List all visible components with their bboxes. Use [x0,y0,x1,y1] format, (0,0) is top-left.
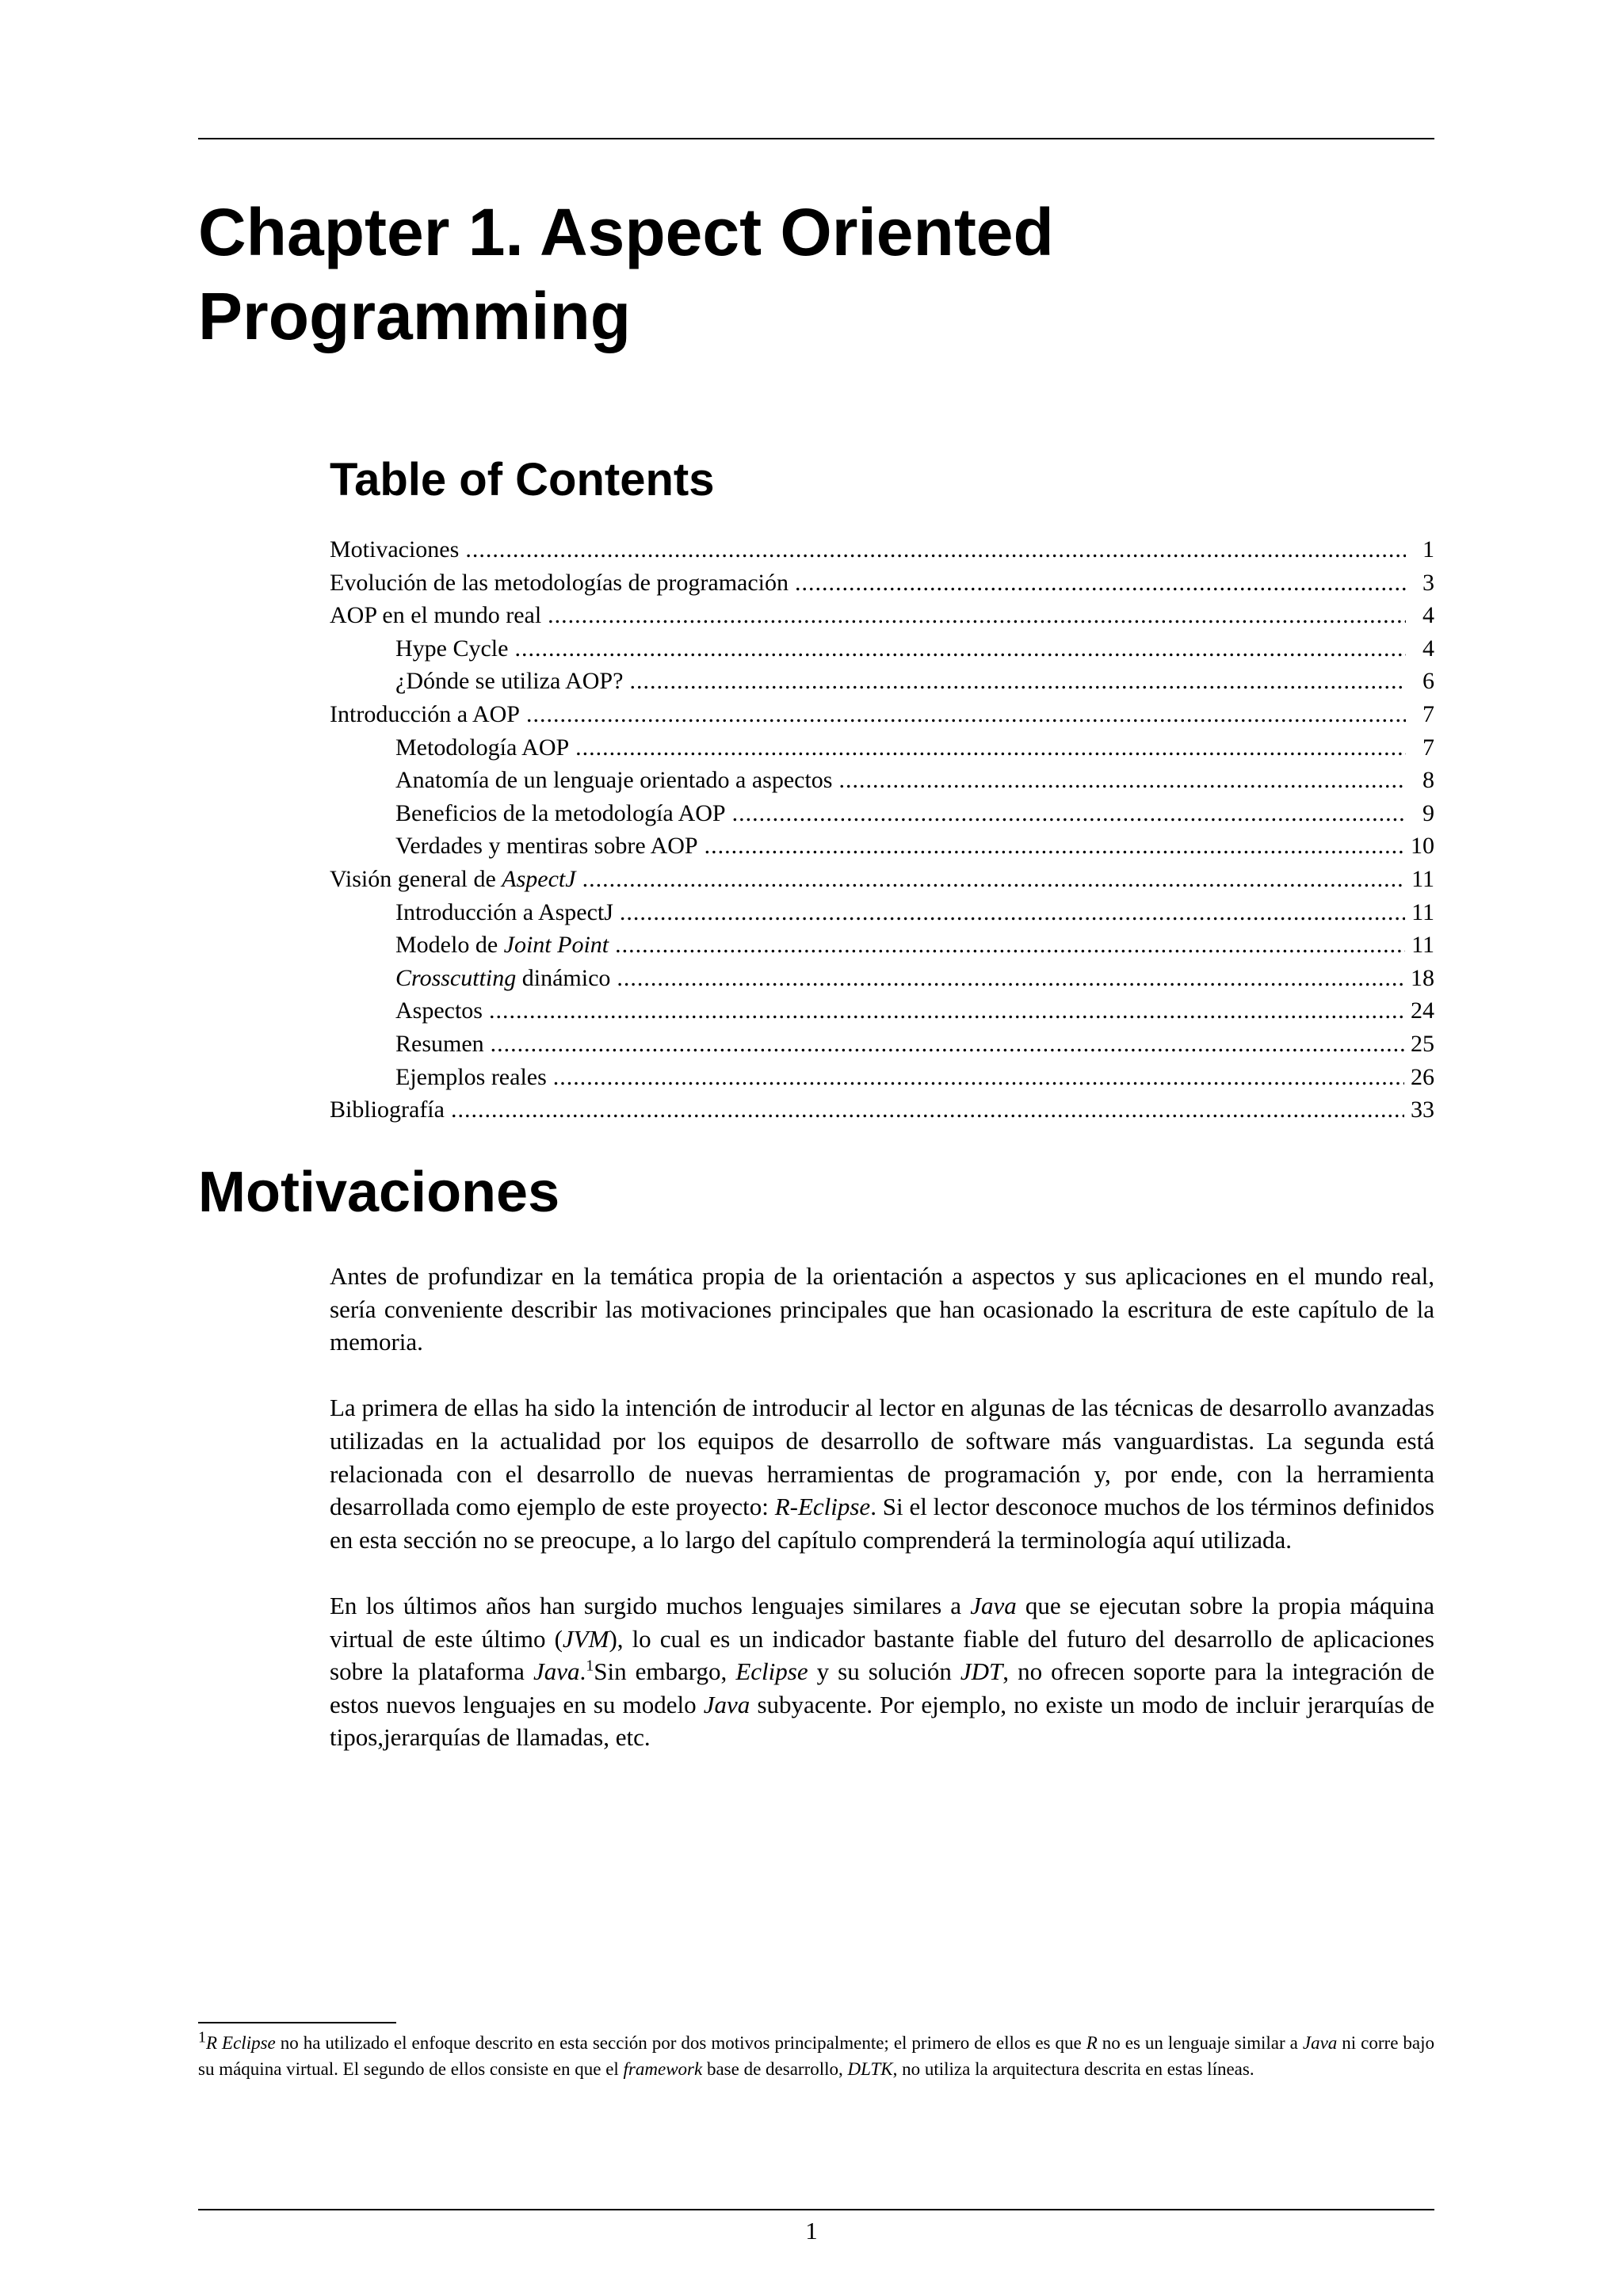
header-rule [198,138,1434,139]
toc-leader-dots [732,797,1406,830]
toc-entry-title: Bibliografía [330,1097,445,1123]
toc-entry-title: Metodología AOP [395,734,570,761]
toc-entry[interactable] [330,929,1434,962]
toc-entry-title: Anatomía de un lenguaje orientado a aspectos [395,767,833,794]
toc-entry[interactable] [330,994,1434,1028]
toc-entry-page: 11 [1411,865,1434,892]
toc-entry-page: 10 [1411,833,1434,860]
toc-leader-dots [620,896,1405,929]
toc-leader-dots [575,731,1406,765]
toc-entry-title: Introducción a AspectJ [395,898,613,925]
toc-leader-dots [514,632,1406,666]
body-paragraph: Antes de profundizar en la temática propia de la orientación a aspectos y sus aplicaciones en el mundo real, sería conveniente describir las motivaciones principales que han ocasionado la escritura de este capítulo de la memoria. [330,1262,1434,1356]
toc-entry[interactable] [330,632,1434,666]
toc-entry-page: 24 [1411,997,1434,1024]
toc-leader-dots [548,599,1406,632]
toc-heading: Table of Contents [330,454,715,505]
toc-leader-dots [629,665,1406,698]
footer-rule [198,2209,1434,2210]
toc-entry[interactable] [330,1028,1434,1061]
toc-entry[interactable] [330,698,1434,731]
toc-entry-page: 11 [1411,898,1434,925]
toc-entry-page: 33 [1411,1097,1434,1123]
toc-entry-title: Verdades y mentiras sobre AOP [395,833,698,860]
toc-entry-title: Evolución de las metodologías de programación [330,569,789,596]
toc-entry-page: 7 [1423,700,1434,727]
toc-entry-title: Beneficios de la metodología AOP [395,799,726,826]
chapter-title-line-1: Chapter 1. Aspect Oriented [198,195,1054,269]
toc-entry[interactable] [330,1061,1434,1094]
toc-entry-page: 26 [1411,1063,1434,1090]
toc-leader-dots [705,830,1404,863]
toc-entry-page: 8 [1423,767,1434,794]
section-body [330,1260,1434,1787]
toc-entry[interactable] [330,863,1434,896]
toc-entry-title: Ejemplos reales [395,1063,547,1090]
toc-entry-title: Modelo de Joint Point [395,932,609,959]
toc-leader-dots [795,566,1406,600]
toc-entry[interactable] [330,962,1434,995]
toc-entry-page: 7 [1423,734,1434,761]
toc-leader-dots [451,1093,1404,1127]
toc-entry-page: 9 [1423,799,1434,826]
toc-entry-title: Resumen [395,1030,484,1057]
toc-entry-title: Visión general de AspectJ [330,865,576,892]
toc-entry-page: 25 [1411,1030,1434,1057]
chapter-title-line-2: Programming [198,279,632,353]
toc-entry-page: 11 [1411,932,1434,959]
toc-entry[interactable] [330,731,1434,765]
section-title: Motivaciones [198,1161,560,1224]
chapter-title [198,190,1434,358]
toc-leader-dots [838,764,1406,797]
toc-entry-title: Introducción a AOP [330,700,520,727]
toc-entry[interactable] [330,665,1434,698]
toc-leader-dots [617,962,1404,995]
toc-entry[interactable] [330,599,1434,632]
footnote: $^1$R Eclipse no ha utilizado el enfoque descrito en esta sección por dos motivos principalmente; el primero de ellos es que R no es un lenguaje similar a Java ni corre bajo su máquina virtual. El segundo de ellos consiste en que el framework base de desarrollo, DLTK, no utiliza la arquitectura descrita en estas líneas. [198,2028,1435,2079]
toc-leader-dots [526,698,1406,731]
toc-entry[interactable] [330,797,1434,830]
toc-entry-page: 6 [1423,668,1434,695]
toc-entry-page: 4 [1423,602,1434,629]
toc-entry-page: 3 [1423,569,1434,596]
toc-entry-title: Aspectos [395,997,483,1024]
toc-leader-dots [553,1061,1404,1094]
toc-entry-title: ¿Dónde se utiliza AOP? [395,668,624,695]
page-number: 1 [805,2217,818,2245]
toc-entry[interactable] [330,1093,1434,1127]
toc-entry-page: 1 [1423,536,1434,563]
toc-entry-title: Crosscutting dinámico [395,964,611,991]
toc-leader-dots [491,1028,1404,1061]
toc-leader-dots [582,863,1406,896]
toc-leader-dots [489,994,1404,1028]
toc-leader-dots [615,929,1405,962]
toc-entry[interactable] [330,830,1434,863]
toc-entry-title: Motivaciones [330,536,460,563]
footnote-rule [198,2022,396,2023]
toc-entry[interactable] [330,566,1434,600]
toc-leader-dots [465,533,1406,566]
toc-entry[interactable] [330,764,1434,797]
toc-entry-page: 4 [1423,635,1434,662]
toc-entry-title: Hype Cycle [395,635,509,662]
toc-entry-page: 18 [1411,964,1434,991]
body-paragraph: En los últimos años han surgido muchos lenguajes similares a Java que se ejecutan sobre la propia máquina virtual de este último (JVM), lo cual es un indicador bastante fiable del futuro del desarrollo de aplicaciones sobre la plataforma Java.$^1$Sin embargo, Eclipse y su solución JDT, no ofrecen soporte para la integración de estos nuevos lenguajes en su modelo Java subyacente. Por ejemplo, no existe un modo de incluir jerarquías de tipos,jerarquías de llamadas, etc. [330,1591,1434,1752]
body-paragraph: La primera de ellas ha sido la intención de introducir al lector en algunas de las técnicas de desarrollo avanzadas utilizadas en la actualidad por los equipos de desarrollo de software más vanguardistas. La segunda está relacionada con el desarrollo de nuevas herramientas de programación y, por ende, con la herramienta desarrollada como ejemplo de este proyecto: R-Eclipse. Si el lector desconoce muchos de los términos definidos en esta sección no se preocupe, a lo largo del capítulo comprenderá la terminología aquí utilizada. [330,1394,1435,1554]
toc-entry-title: AOP en el mundo real [330,602,542,629]
toc-entry[interactable] [330,896,1434,929]
table-of-contents [330,533,1434,1127]
toc-entry[interactable] [330,533,1434,566]
